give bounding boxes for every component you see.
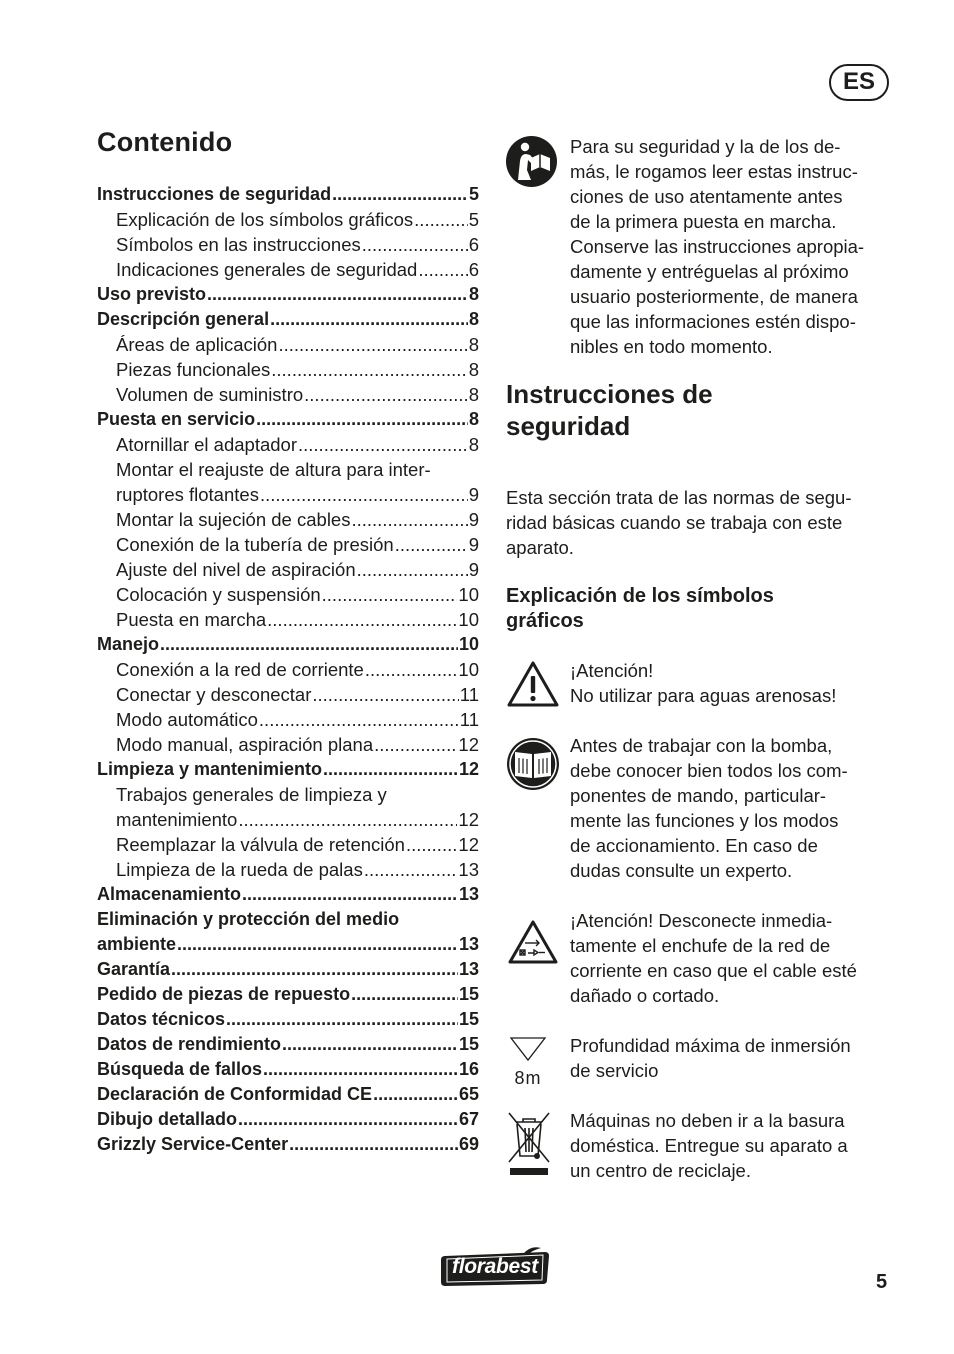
toc-entry-title: Conexión de la tubería de presión [116,534,394,555]
safety-line: Esta sección trata de las normas de segu- [506,487,852,508]
toc-entry-title: Almacenamiento [97,884,242,904]
toc-row [97,832,479,857]
toc-leader-dots [207,282,468,307]
toc-entry-title: Datos de rendimiento [97,1034,282,1054]
intro-line: usuario posteriormente, de manera [570,286,858,307]
toc-page-number: 6 [468,259,479,280]
toc-row [97,907,479,932]
toc-leader-dots [160,632,458,657]
toc-row [97,307,479,332]
symbol-line: mente las funciones y los modos [570,810,839,831]
toc-page-number: 8 [468,384,479,405]
toc-row [97,507,479,532]
intro-line: nibles en todo momento. [570,336,773,357]
toc-leader-dots [171,957,458,982]
toc-entry-title: Indicaciones generales de seguridad [116,259,418,280]
safety-line: ridad básicas cuando se trabaja con este [506,512,843,533]
symbol-line: tamente el enchufe de la red de [570,935,831,956]
depth-label: 8m [514,1068,542,1088]
toc-leader-dots [357,557,468,582]
toc-row [97,482,479,507]
intro-line: ciones de uso atentamente antes [570,186,843,207]
toc-page-number: 6 [468,234,479,255]
toc-row [97,1032,479,1057]
toc-page-number: 9 [468,559,479,580]
toc-entry-title: Dibujo detallado [97,1109,238,1129]
toc-row [97,682,479,707]
toc-page-number: 12 [458,809,479,830]
logo-text: florabest [452,1255,538,1278]
toc-page-number: 13 [458,859,479,880]
symbol-line: ponentes de mando, particular- [570,785,827,806]
toc-row [97,857,479,882]
toc-entry-title: Símbolos en las instrucciones [116,234,361,255]
toc-entry-title: Instrucciones de seguridad [97,184,332,204]
toc-page-number: 12 [458,759,479,779]
toc-entry-title: Trabajos generales de limpieza y [116,784,387,805]
toc-row [97,782,479,807]
toc-page-number: 8 [468,359,479,380]
toc-row [97,1082,479,1107]
toc-leader-dots [373,1082,458,1107]
toc-leader-dots [362,232,468,257]
symbol-line: Antes de trabajar con la bomba, [570,735,833,756]
toc-row [97,882,479,907]
toc-row [97,332,479,357]
toc-row [97,457,479,482]
toc-leader-dots [418,257,467,282]
toc-page-number: 13 [458,934,479,954]
toc-row [97,1057,479,1082]
toc-page-number: 13 [458,959,479,979]
toc-entry-title: Declaración de Conformidad CE [97,1084,373,1104]
intro-line: que las informaciones estén dispo- [570,311,856,332]
symbols-heading-line: gráficos [506,610,584,632]
toc-row [97,657,479,682]
toc-entry-title: Descripción general [97,309,270,329]
toc-entry-title: Garantía [97,959,171,979]
symbol-line: corriente en caso que el cable esté [570,960,857,981]
toc-row [97,382,479,407]
toc-row [97,432,479,457]
symbol-line: No utilizar para aguas arenosas! [570,685,837,706]
toc-page-number: 8 [468,334,479,355]
toc-row [97,282,479,307]
toc-leader-dots [282,1032,458,1057]
toc-title: Contenido [97,127,233,157]
toc-entry-title: Eliminación y protección del medio [97,909,400,929]
toc-row [97,757,479,782]
toc-row [97,407,479,432]
toc-entry-title: Limpieza de la rueda de palas [116,859,363,880]
toc-page-number: 10 [458,659,479,680]
toc-entry-title: Áreas de aplicación [116,334,278,355]
toc-leader-dots [406,832,457,857]
toc-leader-dots [271,357,467,382]
toc-page-number: 11 [459,684,479,705]
toc-entry-title: Modo automático [116,709,258,730]
intro-paragraph [570,134,895,359]
toc-leader-dots [289,1132,458,1157]
toc-leader-dots [364,857,458,882]
toc-entry-title: Montar el reajuste de altura para inter- [116,459,431,480]
language-badge: ES [829,64,889,101]
toc-entry-title: Piezas funcionales [116,359,271,380]
toc-page-number: 12 [458,734,479,755]
toc-page-number: 8 [468,309,479,329]
symbol-line: ¡Atención! Desconecte inmedia- [570,910,833,931]
toc-page-number: 8 [468,434,479,455]
symbol-line: ¡Atención! [570,660,654,681]
toc-page-number: 69 [458,1134,479,1154]
toc-entry-title: Datos técnicos [97,1009,226,1029]
toc-row [97,957,479,982]
toc-entry-title: Modo manual, aspiración plana [116,734,374,755]
intro-line: Para su seguridad y la de los de- [570,136,841,157]
toc-leader-dots [256,407,468,432]
toc-page-number: 11 [459,709,479,730]
symbol-line: un centro de reciclaje. [570,1160,751,1181]
toc-leader-dots [260,482,468,507]
toc-row [97,632,479,657]
toc-leader-dots [238,807,457,832]
toc-row [97,182,479,207]
symbol-text [570,733,895,883]
toc-row [97,932,479,957]
symbol-text [570,658,895,708]
safety-heading-line: seguridad [506,411,631,441]
toc-leader-dots [351,982,458,1007]
toc-page-number: 10 [458,634,479,654]
toc-row [97,1007,479,1032]
unplug-warning-icon [506,918,560,966]
symbol-text [570,1033,895,1083]
toc-page-number: 10 [458,584,479,605]
toc-page-number: 5 [468,184,479,204]
intro-line: damente y entréguelas al próximo [570,261,849,282]
intro-line: Conserve las instrucciones apropia- [570,236,865,257]
toc-page-number: 15 [458,1009,479,1029]
toc-row [97,732,479,757]
toc-row [97,1132,479,1157]
toc-entry-title: Reemplazar la válvula de retención [116,834,405,855]
toc-entry-title: Conexión a la red de corriente [116,659,364,680]
toc-leader-dots [298,432,468,457]
toc-entry-title: Colocación y suspensión [116,584,321,605]
toc-row [97,257,479,282]
safety-heading-line: Instrucciones de [506,379,713,409]
toc-row [97,607,479,632]
toc-entry-title: Volumen de suministro [116,384,304,405]
toc-page-number: 15 [458,1034,479,1054]
symbol-line: debe conocer bien todos los com- [570,760,848,781]
toc-page-number: 13 [458,884,479,904]
toc-row [97,557,479,582]
toc-leader-dots [365,657,458,682]
toc-leader-dots [414,207,468,232]
symbol-text [570,908,895,1008]
toc-page-number: 9 [468,509,479,530]
toc-row [97,232,479,257]
toc-page-number: 5 [468,209,479,230]
toc-entry-title: Conectar y desconectar [116,684,312,705]
toc-entry-title: Búsqueda de fallos [97,1059,263,1079]
toc-entry-title: Pedido de piezas de repuesto [97,984,351,1004]
depth-triangle-icon [506,1035,550,1063]
toc-entry-title: Puesta en marcha [116,609,267,630]
safety-paragraph [506,485,894,560]
toc-leader-dots [374,732,457,757]
toc-row [97,1107,479,1132]
toc-leader-dots [177,932,458,957]
toc-entry-title: Manejo [97,634,160,654]
toc-entry-title: mantenimiento [116,809,238,830]
toc-entry-title: Limpieza y mantenimiento [97,759,323,779]
toc-entry-title: ruptores flotantes [116,484,259,505]
crossed-bin-icon [506,1110,552,1178]
intro-line: más, le rogamos leer estas instruc- [570,161,858,182]
page-number: 5 [876,1271,888,1293]
toc-page-number: 16 [458,1059,479,1079]
toc-page-number: 8 [468,284,479,304]
toc-leader-dots [278,332,467,357]
toc-row [97,807,479,832]
florabest-logo [439,1246,551,1288]
toc-entry-title: Uso previsto [97,284,207,304]
symbol-line: doméstica. Entregue su aparato a [570,1135,848,1156]
toc-list [97,182,479,1157]
toc-leader-dots [304,382,468,407]
toc-entry-title: Ajuste del nivel de aspiración [116,559,356,580]
toc-leader-dots [270,307,468,332]
toc-leader-dots [351,507,467,532]
toc-row [97,707,479,732]
toc-page-number: 9 [468,484,479,505]
symbol-text [570,1108,895,1183]
depth-icon [506,1035,550,1087]
book-icon [506,737,560,791]
toc-leader-dots [226,1007,458,1032]
safety-heading [506,378,713,442]
toc-row [97,982,479,1007]
symbol-line: de servicio [570,1060,659,1081]
toc-entry-title: Explicación de los símbolos gráficos [116,209,414,230]
toc-page-number: 65 [458,1084,479,1104]
toc-entry-title: Puesta en servicio [97,409,256,429]
toc-leader-dots [332,182,468,207]
toc-leader-dots [323,757,458,782]
symbols-heading [506,584,774,634]
toc-page-number: 12 [458,834,479,855]
symbol-line: Máquinas no deben ir a la basura [570,1110,845,1131]
safety-line: aparato. [506,537,574,558]
read-manual-icon [506,136,557,187]
toc-page-number: 10 [458,609,479,630]
toc-page-number: 15 [458,984,479,1004]
warning-triangle-icon [506,660,560,708]
intro-line: de la primera puesta en marcha. [570,211,837,232]
symbol-line: de accionamiento. En caso de [570,835,818,856]
toc-leader-dots [259,707,459,732]
toc-row [97,207,479,232]
toc-leader-dots [312,682,458,707]
toc-row [97,532,479,557]
symbol-line: dudas consulte un experto. [570,860,793,881]
symbol-line: Profundidad máxima de inmersión [570,1035,851,1056]
toc-leader-dots [263,1057,458,1082]
toc-page-number: 67 [458,1109,479,1129]
toc-leader-dots [395,532,468,557]
toc-leader-dots [242,882,458,907]
toc-page-number: 9 [468,534,479,555]
symbol-line: dañado o cortado. [570,985,720,1006]
symbols-heading-line: Explicación de los símbolos [506,585,774,607]
toc-entry-title: Grizzly Service-Center [97,1134,289,1154]
toc-page-number: 8 [468,409,479,429]
toc-row [97,582,479,607]
toc-entry-title: ambiente [97,934,177,954]
toc-entry-title: Montar la sujeción de cables [116,509,351,530]
toc-leader-dots [322,582,458,607]
toc-leader-dots [238,1107,458,1132]
toc-row [97,357,479,382]
toc-leader-dots [267,607,457,632]
toc-entry-title: Atornillar el adaptador [116,434,297,455]
